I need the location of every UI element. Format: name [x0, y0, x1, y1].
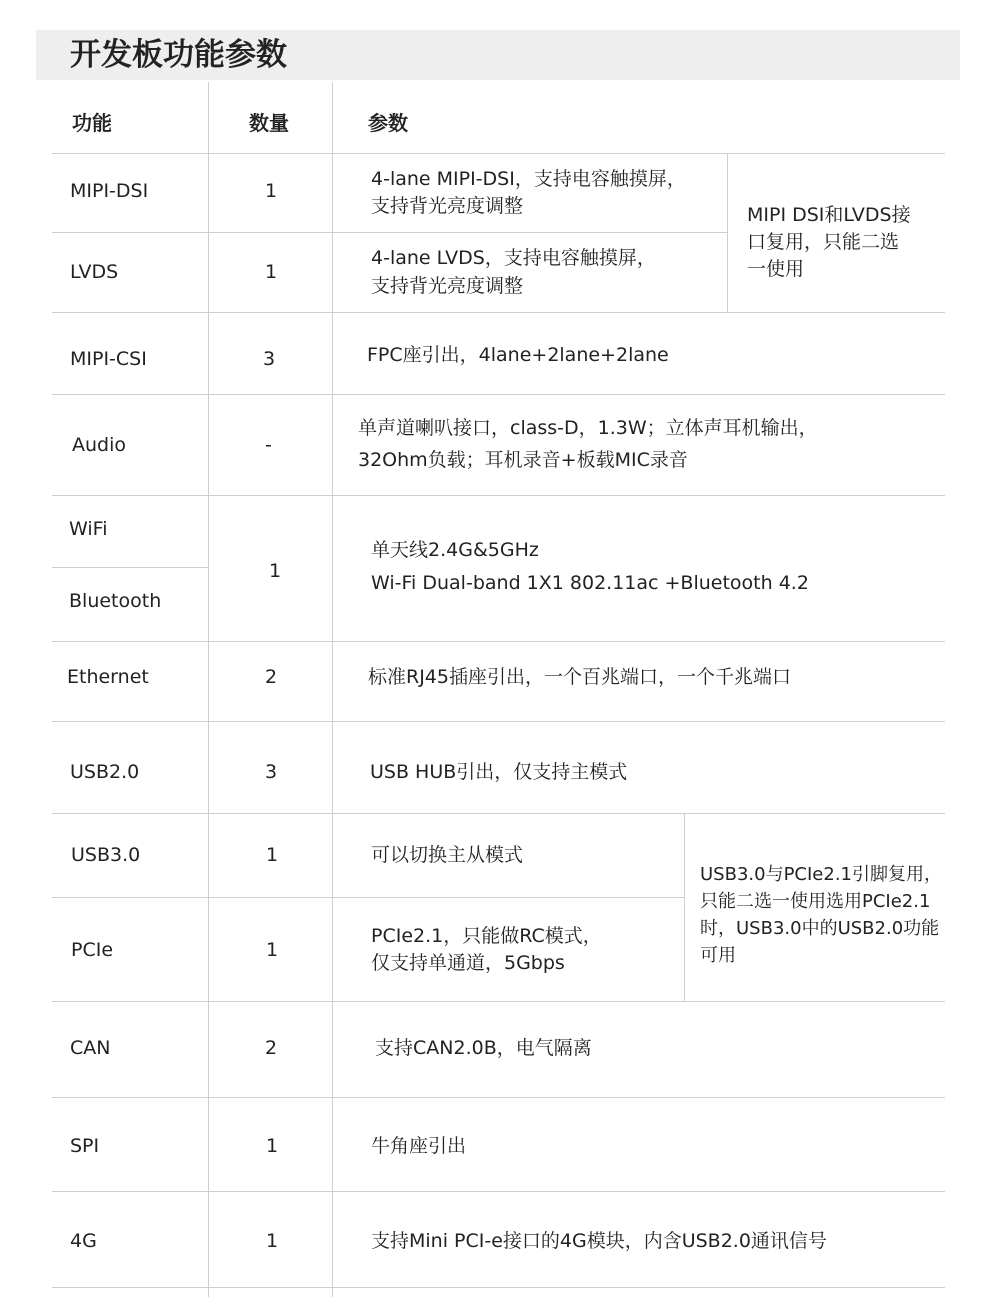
quantity-lvds: 1 — [265, 261, 278, 283]
params-ethernet: 标准RJ45插座引出，一个百兆端口，一个千兆端口 — [368, 666, 791, 688]
row-divider — [52, 1097, 945, 1098]
note-dsi-lvds-line1: MIPI DSI和LVDS接 — [747, 204, 911, 226]
quantity-can: 2 — [265, 1037, 278, 1059]
row-divider — [52, 1001, 945, 1002]
function-mipi-dsi: MIPI-DSI — [70, 180, 149, 202]
row-divider — [52, 1191, 945, 1192]
params-pcie-line2: 仅支持单通道，5Gbps — [371, 952, 565, 974]
params-wifi-bluetooth-line2: Wi-Fi Dual-band 1X1 802.11ac +Bluetooth 4.2 — [371, 572, 809, 594]
column-divider — [684, 813, 685, 1001]
params-audio-line1: 单声道喇叭接口，class-D，1.3W；立体声耳机输出， — [358, 417, 818, 439]
row-divider — [52, 897, 684, 898]
function-pcie: PCIe — [71, 939, 114, 961]
quantity-usb20: 3 — [265, 761, 278, 783]
note-usb30-pcie-line1: USB3.0与PCIe2.1引脚复用， — [700, 864, 943, 885]
params-pcie-line1: PCIe2.1，只能做RC模式， — [371, 925, 602, 947]
row-divider — [52, 312, 945, 313]
row-divider — [52, 813, 945, 814]
params-mipi-dsi-line1: 4-lane MIPI-DSI，支持电容触摸屏， — [371, 168, 686, 190]
function-mipi-csi: MIPI-CSI — [70, 348, 147, 370]
params-spi: 牛角座引出 — [371, 1135, 467, 1157]
row-divider — [52, 394, 945, 395]
function-audio: Audio — [72, 434, 127, 456]
params-usb20: USB HUB引出，仅支持主模式 — [370, 761, 628, 783]
function-lvds: LVDS — [70, 261, 119, 283]
row-divider — [52, 641, 945, 642]
quantity-ethernet: 2 — [265, 666, 278, 688]
row-divider — [52, 232, 727, 233]
function-usb20: USB2.0 — [70, 761, 140, 783]
params-usb30: 可以切换主从模式 — [371, 844, 524, 866]
function-spi: SPI — [70, 1135, 100, 1157]
function-4g: 4G — [70, 1230, 97, 1252]
function-bluetooth: Bluetooth — [69, 590, 162, 612]
note-usb30-pcie-line2: 只能二选一使用选用PCIe2.1 — [700, 891, 931, 912]
quantity-audio: - — [265, 434, 272, 456]
function-wifi: WiFi — [69, 518, 108, 540]
row-divider — [52, 495, 945, 496]
header-params: 参数 — [368, 111, 408, 135]
column-divider — [727, 153, 728, 312]
quantity-usb30: 1 — [266, 844, 279, 866]
quantity-mipi-dsi: 1 — [265, 180, 278, 202]
note-dsi-lvds-line3: 一使用 — [747, 258, 805, 280]
row-divider — [52, 567, 208, 568]
function-ethernet: Ethernet — [67, 666, 149, 688]
params-lvds-line1: 4-lane LVDS，支持电容触摸屏， — [371, 247, 656, 269]
header-quantity: 数量 — [249, 111, 289, 135]
params-can: 支持CAN2.0B，电气隔离 — [375, 1037, 592, 1059]
row-divider — [52, 153, 945, 154]
note-dsi-lvds-line2: 口复用，只能二选 — [747, 231, 900, 253]
quantity-mipi-csi: 3 — [263, 348, 276, 370]
function-usb30: USB3.0 — [71, 844, 141, 866]
quantity-4g: 1 — [266, 1230, 279, 1252]
header-function: 功能 — [72, 111, 112, 135]
params-lvds-line2: 支持背光亮度调整 — [371, 275, 524, 297]
column-divider — [208, 82, 209, 1297]
row-divider — [52, 1287, 945, 1288]
quantity-pcie: 1 — [266, 939, 279, 961]
params-audio-line2: 32Ohm负载；耳机录音+板载MIC录音 — [358, 449, 688, 471]
params-mipi-dsi-line2: 支持背光亮度调整 — [371, 195, 524, 217]
note-usb30-pcie-line4: 可用 — [700, 945, 736, 966]
quantity-spi: 1 — [266, 1135, 279, 1157]
params-mipi-csi: FPC座引出，4lane+2lane+2lane — [367, 344, 669, 366]
params-wifi-bluetooth-line1: 单天线2.4G&5GHz — [371, 539, 539, 561]
note-usb30-pcie-line3: 时，USB3.0中的USB2.0功能 — [700, 918, 940, 939]
column-divider — [332, 82, 333, 1297]
params-4g: 支持Mini PCI-e接口的4G模块，内含USB2.0通讯信号 — [371, 1230, 827, 1252]
quantity-wifi-bluetooth: 1 — [269, 560, 282, 582]
row-divider — [52, 721, 945, 722]
function-can: CAN — [70, 1037, 111, 1059]
page-title: 开发板功能参数 — [36, 30, 960, 80]
